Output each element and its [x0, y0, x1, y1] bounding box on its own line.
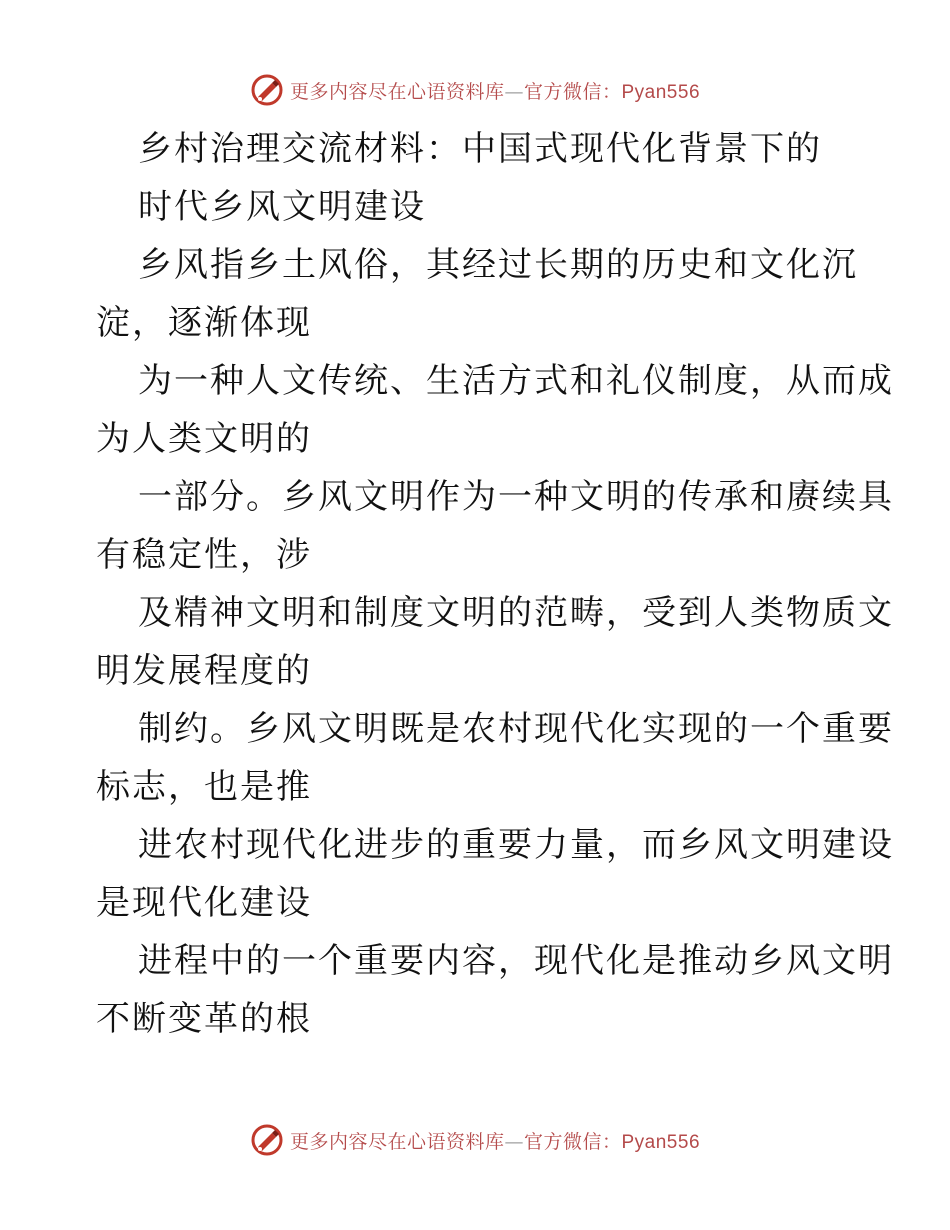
paragraph-line: 一部分。乡风文明作为一种文明的传承和赓续具	[138, 477, 894, 517]
paragraph-line: 进农村现代化进步的重要力量，而乡风文明建设	[138, 825, 894, 865]
paragraph-line: 为人类文明的	[96, 419, 312, 459]
footer-banner-text	[290, 1127, 700, 1154]
title-line-1: 乡村治理交流材料：中国式现代化背景下的	[138, 129, 822, 169]
header-wechat-id: Pyan556	[621, 81, 701, 103]
header-banner-title: 更多内容尽在心语资料库	[289, 80, 505, 103]
paragraph-line: 及精神文明和制度文明的范畴，受到人类物质文	[138, 593, 894, 633]
paragraph-line: 不断变革的根	[96, 999, 312, 1039]
document-body	[96, 120, 894, 1048]
footer-banner-dash: —	[504, 1130, 524, 1153]
paragraph-line: 淀，逐渐体现	[96, 303, 312, 343]
paragraph-line: 标志，也是推	[96, 767, 312, 807]
footer-wechat-label: 官方微信：	[523, 1130, 622, 1153]
pen-logo-icon	[250, 1123, 284, 1157]
paragraph-line: 是现代化建设	[96, 883, 312, 923]
paragraph-line: 乡风指乡土风俗，其经过长期的历史和文化沉	[138, 245, 858, 285]
paragraph-line: 明发展程度的	[96, 651, 312, 691]
paragraph-line: 为一种人文传统、生活方式和礼仪制度，从而成	[138, 361, 894, 401]
header-banner-dash: —	[504, 80, 524, 103]
paragraph-line: 制约。乡风文明既是农村现代化实现的一个重要	[138, 709, 894, 749]
footer-wechat-id: Pyan556	[621, 1131, 701, 1153]
header-banner	[0, 72, 950, 108]
footer-banner	[0, 1122, 950, 1158]
title-line-2: 时代乡风文明建设	[138, 187, 426, 227]
paragraph-line: 进程中的一个重要内容，现代化是推动乡风文明	[138, 941, 894, 981]
header-wechat-label: 官方微信：	[523, 80, 622, 103]
header-banner-text	[290, 77, 700, 104]
paragraph-line: 有稳定性，涉	[96, 535, 312, 575]
pen-logo-icon	[250, 73, 284, 107]
footer-banner-title: 更多内容尽在心语资料库	[289, 1130, 505, 1153]
